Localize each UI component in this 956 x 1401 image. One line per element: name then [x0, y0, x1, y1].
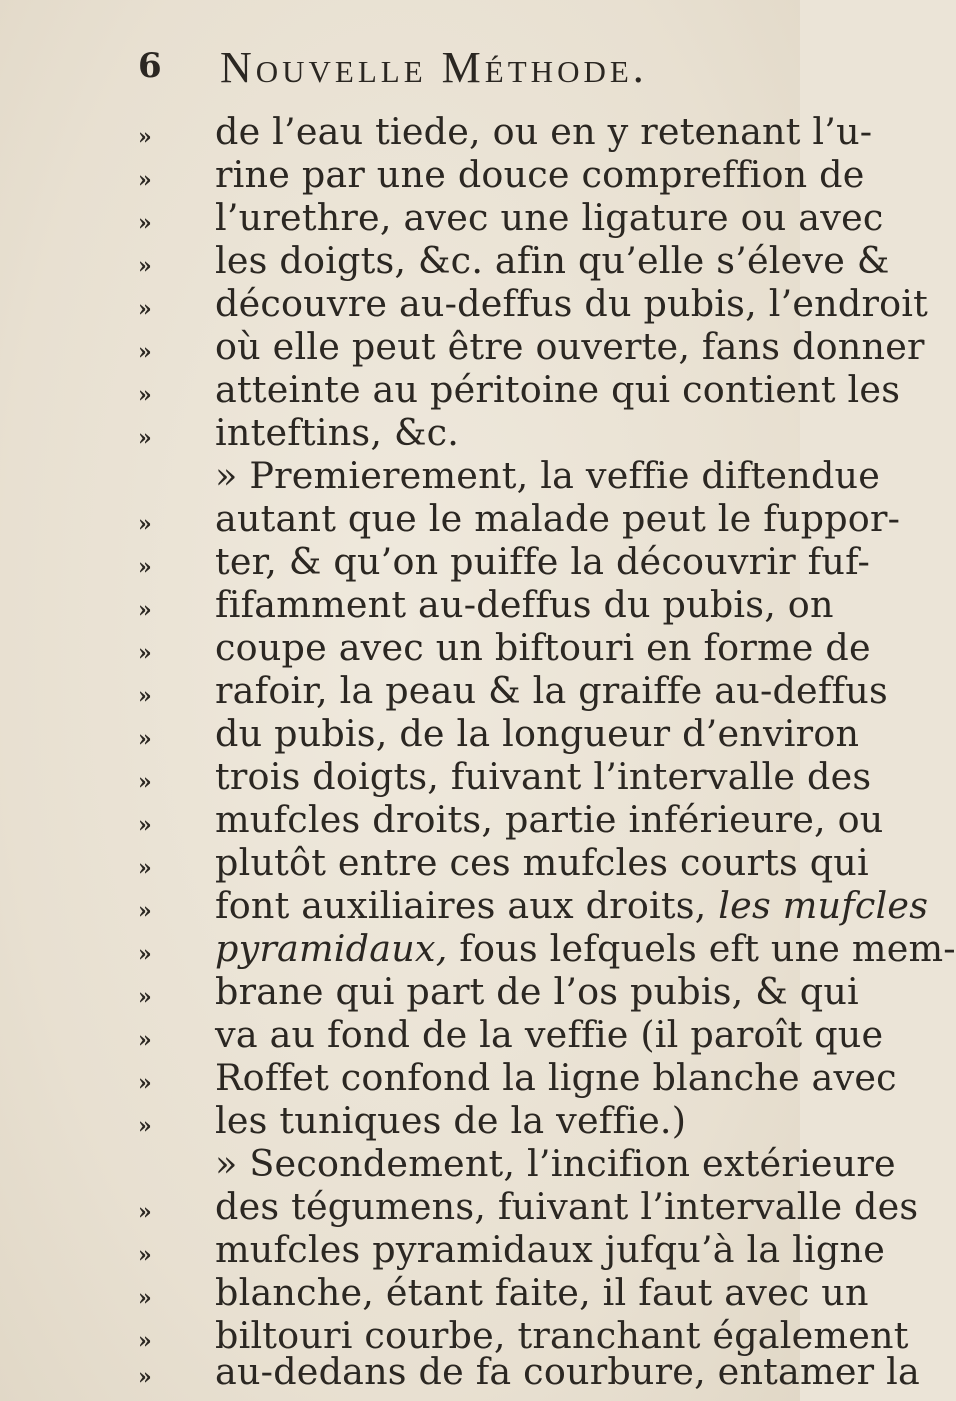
quote-mark: » [138, 339, 152, 365]
line-text: mufcles droits, partie inférieure, ou [215, 798, 884, 841]
line-text: les doigts, &c. afin qu’elle s’éleve & [215, 239, 890, 282]
line-text: les tuniques de la veffie.) [215, 1099, 687, 1142]
quote-mark: » [138, 296, 152, 322]
line-text: blanche, étant faite, il faut avec un [215, 1271, 869, 1314]
quote-mark: » [138, 425, 152, 451]
line-text: autant que le malade peut le fuppor- [215, 497, 901, 540]
line-text: inteftins, &c. [215, 411, 460, 454]
line-italic: les mufcles [718, 884, 929, 927]
line-text: ter, & qu’on puiffe la découvrir fuf- [215, 540, 871, 583]
line-text: où elle peut être ouverte, fans donner [215, 325, 925, 368]
quote-mark: » [138, 597, 152, 623]
line-roman: fous lefquels eft une mem- [447, 927, 956, 970]
line-text: rafoir, la peau & la graiffe au-deffus [215, 669, 888, 712]
line-text: brane qui part de l’os pubis, & qui [215, 970, 859, 1013]
quote-mark: » [138, 941, 152, 967]
quote-mark: » [138, 124, 152, 150]
quote-mark: » [138, 1285, 152, 1311]
quote-mark: » [138, 382, 152, 408]
line-text: l’urethre, avec une ligature ou avec [215, 196, 884, 239]
quote-mark: » [138, 726, 152, 752]
page-number: 6 [138, 46, 162, 86]
line-text: rine par une douce compreffion de [215, 153, 865, 196]
line-text: plutôt entre ces mufcles courts qui [215, 841, 869, 884]
line-text: des tégumens, fuivant l’intervalle des [215, 1185, 919, 1228]
text-line [0, 1350, 920, 1400]
line-text: » Secondement, l’incifion extérieure [215, 1142, 896, 1185]
line-text: biltouri courbe, tranchant également [215, 1314, 909, 1357]
quote-mark: » [138, 898, 152, 924]
quote-mark: » [138, 554, 152, 580]
page-header [0, 38, 800, 98]
quote-mark: » [138, 1242, 152, 1268]
quote-mark: » [138, 812, 152, 838]
line-text [215, 884, 928, 927]
quote-mark: » [138, 683, 152, 709]
quote-mark: » [138, 1364, 152, 1390]
line-text: au-dedans de fa courbure, entamer la [215, 1350, 920, 1393]
quote-mark: » [138, 253, 152, 279]
quote-mark: » [138, 210, 152, 236]
line-text: » Premierement, la veffie diftendue [215, 454, 881, 497]
line-roman: font auxiliaires aux droits, [215, 884, 719, 927]
running-title: Nouvelle Méthode. [220, 43, 648, 92]
line-text: trois doigts, fuivant l’intervalle des [215, 755, 872, 798]
line-text: atteinte au péritoine qui contient les [215, 368, 901, 411]
quote-mark: » [138, 769, 152, 795]
quote-mark: » [138, 167, 152, 193]
quote-mark: » [138, 1328, 152, 1354]
quote-mark: » [138, 640, 152, 666]
quote-mark: » [138, 1027, 152, 1053]
line-text: Roffet confond la ligne blanche avec [215, 1056, 897, 1099]
line-text: découvre au-deffus du pubis, l’endroit [215, 282, 929, 325]
quote-mark: » [138, 855, 152, 881]
quote-mark: » [138, 1070, 152, 1096]
line-text [215, 927, 956, 970]
line-text: mufcles pyramidaux jufqu’à la ligne [215, 1228, 886, 1271]
quote-mark: » [138, 1199, 152, 1225]
line-italic: pyramidaux, [215, 927, 448, 970]
quote-mark: » [138, 511, 152, 537]
line-text: coupe avec un biftouri en forme de [215, 626, 871, 669]
line-text: du pubis, de la longueur d’environ [215, 712, 860, 755]
line-text: de l’eau tiede, ou en y retenant l’u- [215, 110, 873, 153]
quote-mark: » [138, 984, 152, 1010]
line-text: fifamment au-deffus du pubis, on [215, 583, 834, 626]
quote-mark: » [138, 1113, 152, 1139]
line-text: va au fond de la veffie (il paroît que [215, 1013, 884, 1056]
